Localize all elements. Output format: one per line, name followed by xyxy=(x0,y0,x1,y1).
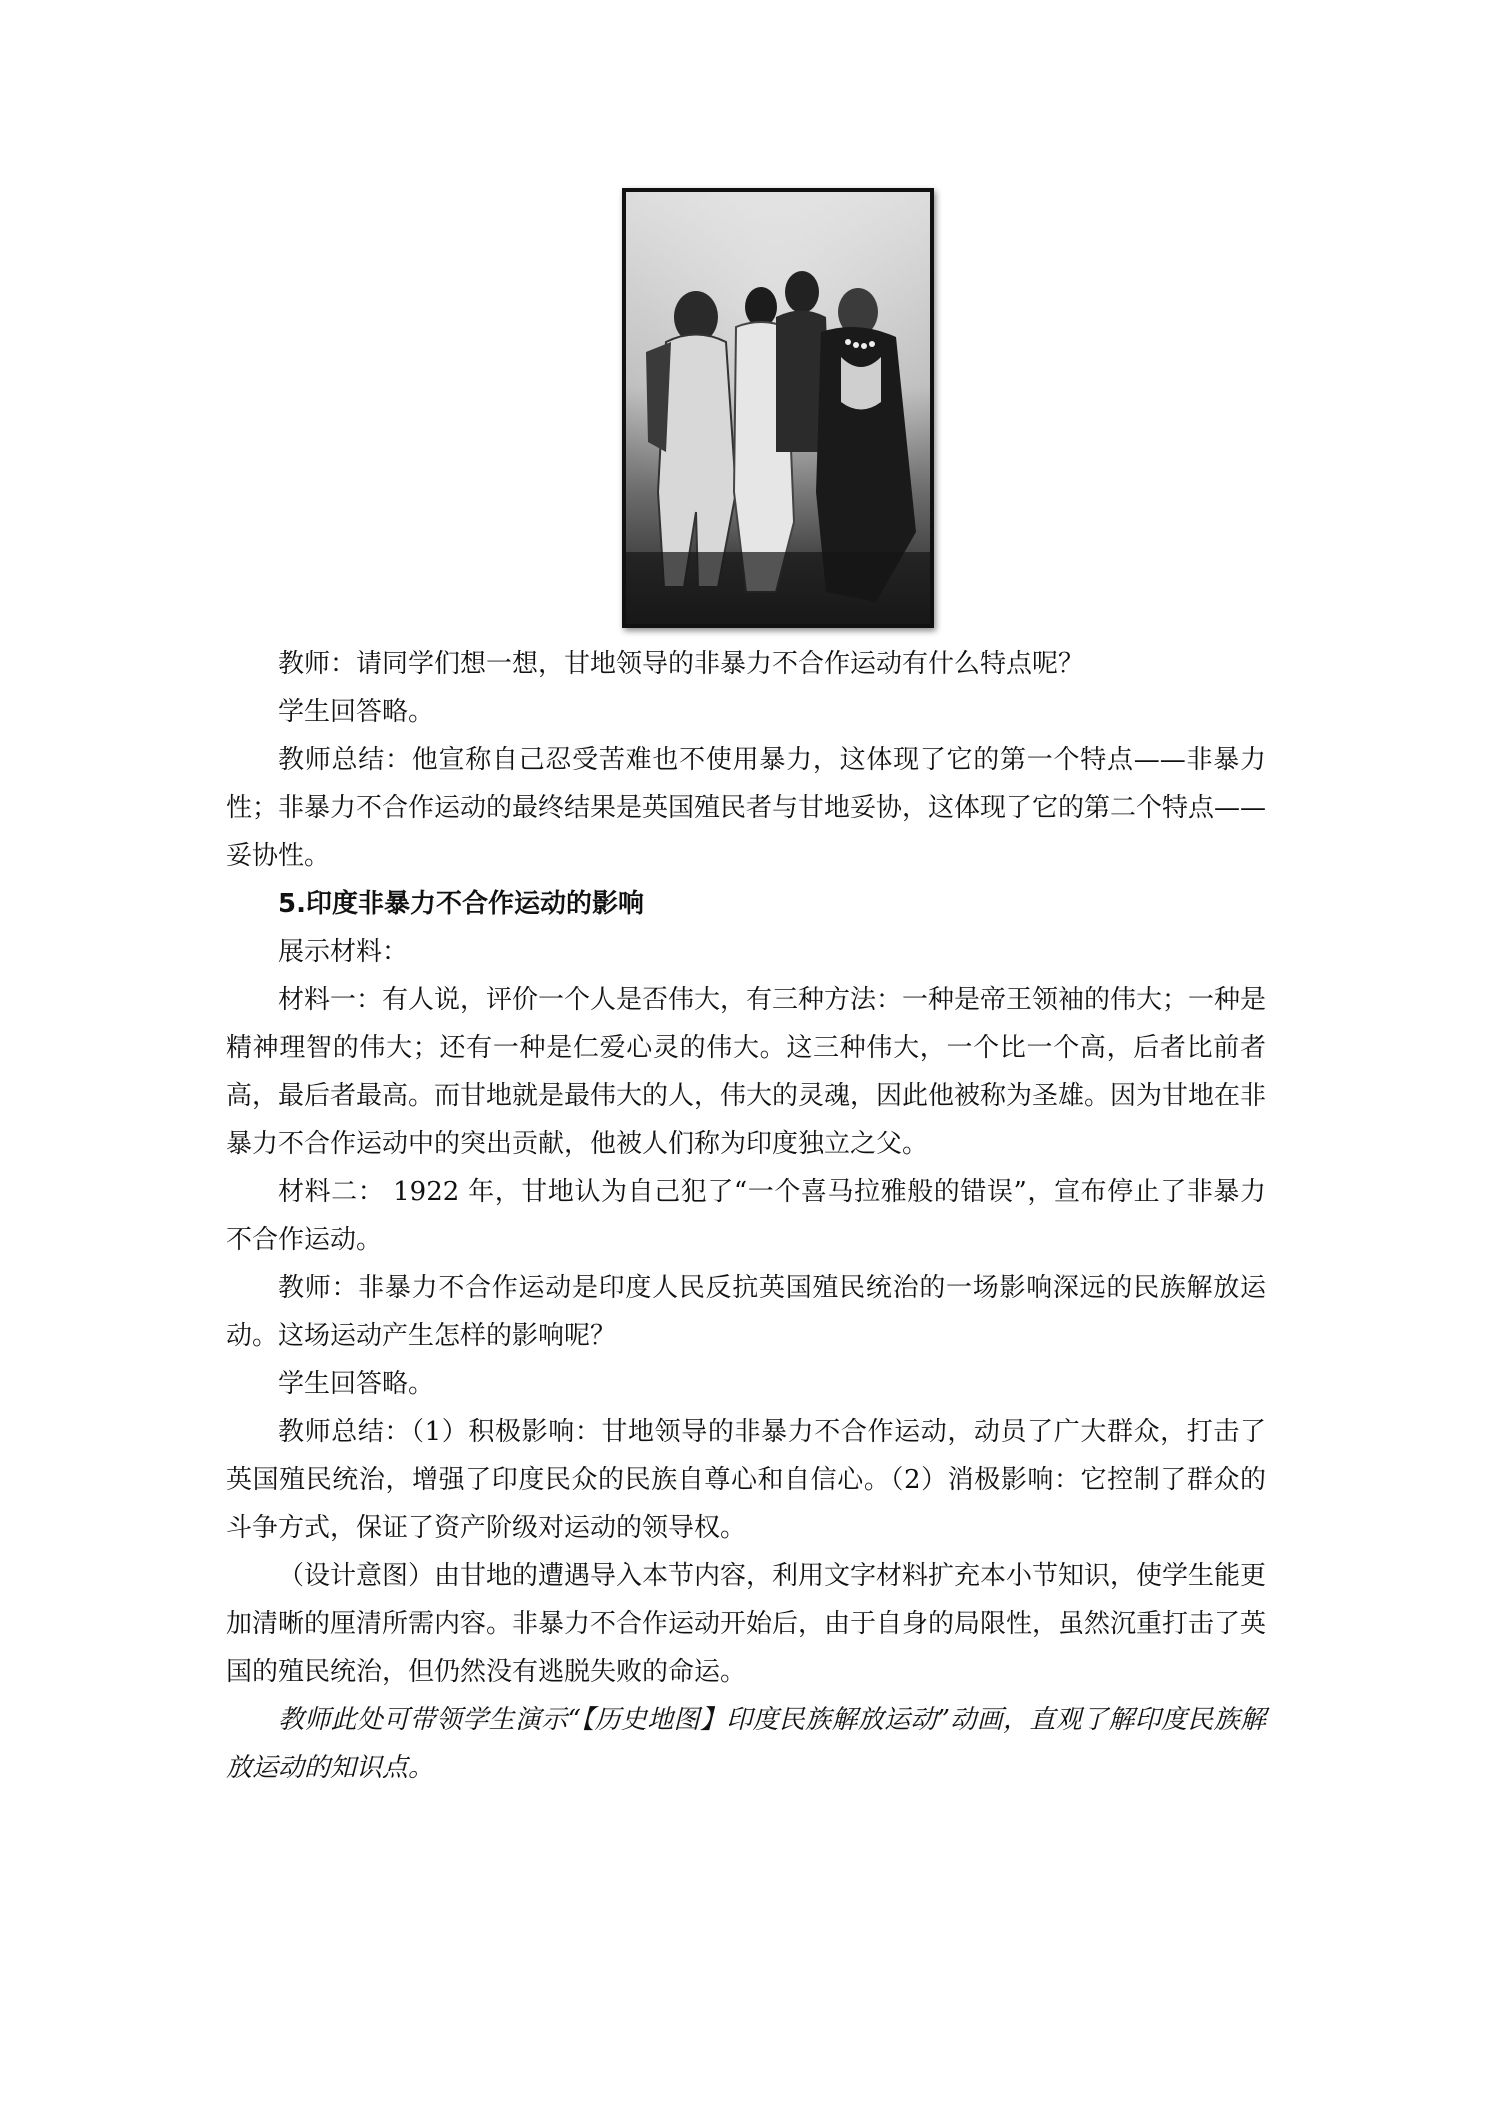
teacher-note: 教师此处可带领学生演示“【历史地图】印度民族解放运动”动画，直观了解印度民族解放运动的知识点。 xyxy=(226,1705,1266,1783)
material-two: 材料二： 1922 年，甘地认为自己犯了“一个喜马拉雅般的错误”，宣布停止了非暴力不合作运动。 xyxy=(226,1177,1266,1255)
teacher-question-2: 教师：非暴力不合作运动是印度人民反抗英国殖民统治的一场影响深远的民族解放运动。这场运动产生怎样的影响呢？ xyxy=(226,1273,1266,1351)
show-material-label: 展示材料： xyxy=(278,937,409,967)
section-heading-5: 5.印度非暴力不合作运动的影响 xyxy=(278,889,644,919)
teacher-question-1: 教师：请同学们想一想，甘地领导的非暴力不合作运动有什么特点呢？ xyxy=(278,649,1085,679)
teacher-summary-2: 教师总结：（1）积极影响：甘地领导的非暴力不合作运动，动员了广大群众，打击了英国殖民统治，增强了印度民众的民族自尊心和自信心。（2）消极影响：它控制了群众的斗争方式，保证了资产阶级对运动的领导权。 xyxy=(226,1417,1266,1543)
student-answer-2: 学生回答略。 xyxy=(278,1369,435,1399)
material-one: 材料一：有人说，评价一个人是否伟大，有三种方法：一种是帝王领袖的伟大；一种是精神理智的伟大；还有一种是仁爱心灵的伟大。这三种伟大，一个比一个高，后者比前者高，最后者最高。而甘地就是最伟大的人，伟大的灵魂，因此他被称为圣雄。因为甘地在非暴力不合作运动中的突出贡献，他被人们称为印度独立之父。 xyxy=(226,985,1267,1159)
historical-photo xyxy=(622,188,934,628)
text-body xyxy=(226,640,1266,1792)
student-answer-1: 学生回答略。 xyxy=(278,697,435,727)
photo-image xyxy=(626,192,930,624)
design-intent: （设计意图）由甘地的遭遇导入本节内容，利用文字材料扩充本小节知识，使学生能更加清晰的厘清所需内容。非暴力不合作运动开始后，由于自身的局限性，虽然沉重打击了英国的殖民统治，但仍然没有逃脱失败的命运。 xyxy=(226,1561,1267,1687)
teacher-summary-1: 教师总结：他宣称自己忍受苦难也不使用暴力，这体现了它的第一个特点——非暴力性；非暴力不合作运动的最终结果是英国殖民者与甘地妥协，这体现了它的第二个特点——妥协性。 xyxy=(226,745,1267,871)
